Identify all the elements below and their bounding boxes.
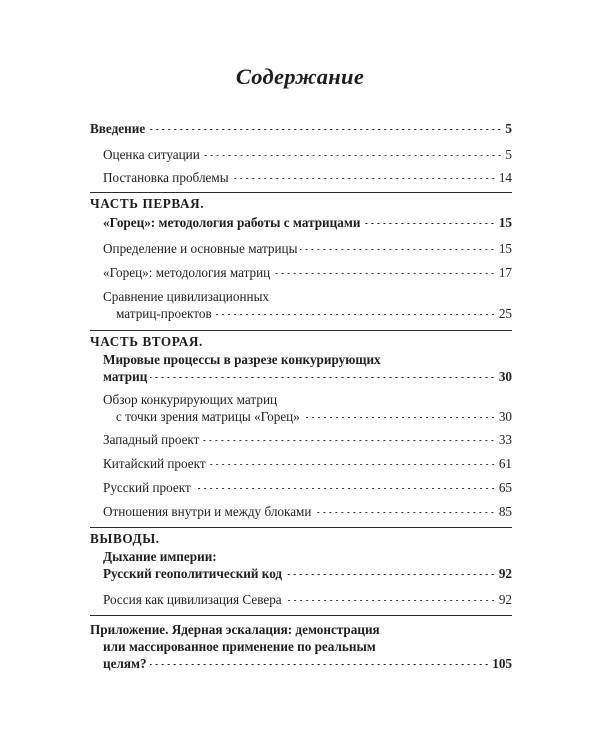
toc-entry-title-cont: Русский геополитический код [103,566,283,581]
toc-entry-page: 65 [498,480,512,495]
toc-entry-russian[interactable] [103,479,512,496]
toc-entry-title: Оценка ситуации [103,147,200,162]
section-divider [90,527,512,528]
toc-entry-title-cont: матриц-проектов [116,306,212,321]
dot-leader [363,223,495,224]
dot-leader [194,488,496,489]
dot-leader [148,129,502,130]
conclusions-heading: ВЫВОДЫ. [90,531,160,546]
toc-entry-overview[interactable] [103,391,512,425]
part1-heading: ЧАСТЬ ПЕРВАЯ. [90,196,205,211]
toc-entry-page: 15 [498,215,512,230]
dot-leader [303,417,496,418]
dot-leader [232,178,496,179]
dot-leader [285,574,496,575]
toc-entry-relations[interactable] [103,503,512,520]
toc-entry-page: 105 [492,656,512,671]
toc-entry-title: Введение [90,121,146,136]
toc-entry-page: 30 [498,369,512,384]
toc-entry-title-cont: матриц [103,369,148,384]
toc-entry-page: 5 [505,147,512,162]
toc-entry-comparison[interactable] [103,288,512,322]
toc-entry-title-cont: или массированное применение по реальным [103,639,376,654]
toc-entry-page: 15 [498,241,512,256]
toc-entry-page: 14 [498,170,512,185]
toc-entry-conclusions[interactable] [103,548,512,582]
section-divider [90,330,512,331]
toc-entry-situation[interactable] [103,146,512,163]
page-title: Содержание [235,64,365,89]
toc-entry-definitions[interactable] [103,240,512,257]
toc-entry-title-cont: целям? [103,656,147,671]
toc-entry-western[interactable] [103,431,512,448]
toc-entry-page: 5 [505,121,512,136]
dot-leader [285,600,496,601]
dot-leader [203,155,503,156]
toc-entry-title: Приложение. Ядерная эскалация: демонстрация [90,622,380,637]
toc-entry-page: 85 [498,504,512,519]
toc-entry-title: Россия как цивилизация Севера [103,592,282,607]
dot-leader [314,512,495,513]
toc-entry-chinese[interactable] [103,455,512,472]
dot-leader [202,440,495,441]
toc-entry-page: 61 [498,456,512,471]
toc-entry-part1[interactable] [103,214,512,231]
toc-entry-page: 17 [498,265,512,280]
toc-entry-title: Западный проект [103,432,200,447]
toc-entry-problem[interactable] [103,169,512,186]
toc-entry-intro[interactable] [90,120,512,137]
toc-entry-title: Отношения внутри и между блоками [103,504,312,519]
toc-entry-title: Обзор конкурирующих матриц [103,392,278,407]
toc-entry-title: «Горец»: методология матриц [103,265,271,280]
section-divider [90,615,512,616]
toc-entry-part2[interactable] [103,351,512,385]
toc-entry-title: Мировые процессы в разрезе конкурирующих [103,352,381,367]
toc-entry-title: Постановка проблемы [103,170,229,185]
dot-leader [273,273,496,274]
toc-entry-title: Дыхание империи: [103,549,217,564]
toc-entry-page: 92 [498,566,512,581]
toc-entry-title: Русский проект [103,480,191,495]
toc-entry-page: 30 [498,409,512,424]
toc-entry-north[interactable] [103,591,512,608]
toc-entry-methodology[interactable] [103,264,512,281]
dot-leader [300,249,495,250]
toc-entry-page: 33 [498,432,512,447]
toc-entry-page: 25 [498,306,512,321]
toc-entry-page: 92 [498,592,512,607]
section-divider [90,192,512,193]
dot-leader [150,664,490,665]
dot-leader [215,314,496,315]
dot-leader [209,464,496,465]
toc-entry-title: Китайский проект [103,456,206,471]
toc-entry-title: «Горец»: методология работы с матрицами [103,215,361,230]
toc-entry-title: Определение и основные матрицы [103,241,298,256]
toc-entry-appendix[interactable] [90,621,512,672]
part2-heading: ЧАСТЬ ВТОРАЯ. [90,334,203,349]
toc-entry-title: Сравнение цивилизационных [103,289,270,304]
toc-entry-title-cont: с точки зрения матрицы «Горец» [116,409,300,424]
dot-leader [150,377,495,378]
